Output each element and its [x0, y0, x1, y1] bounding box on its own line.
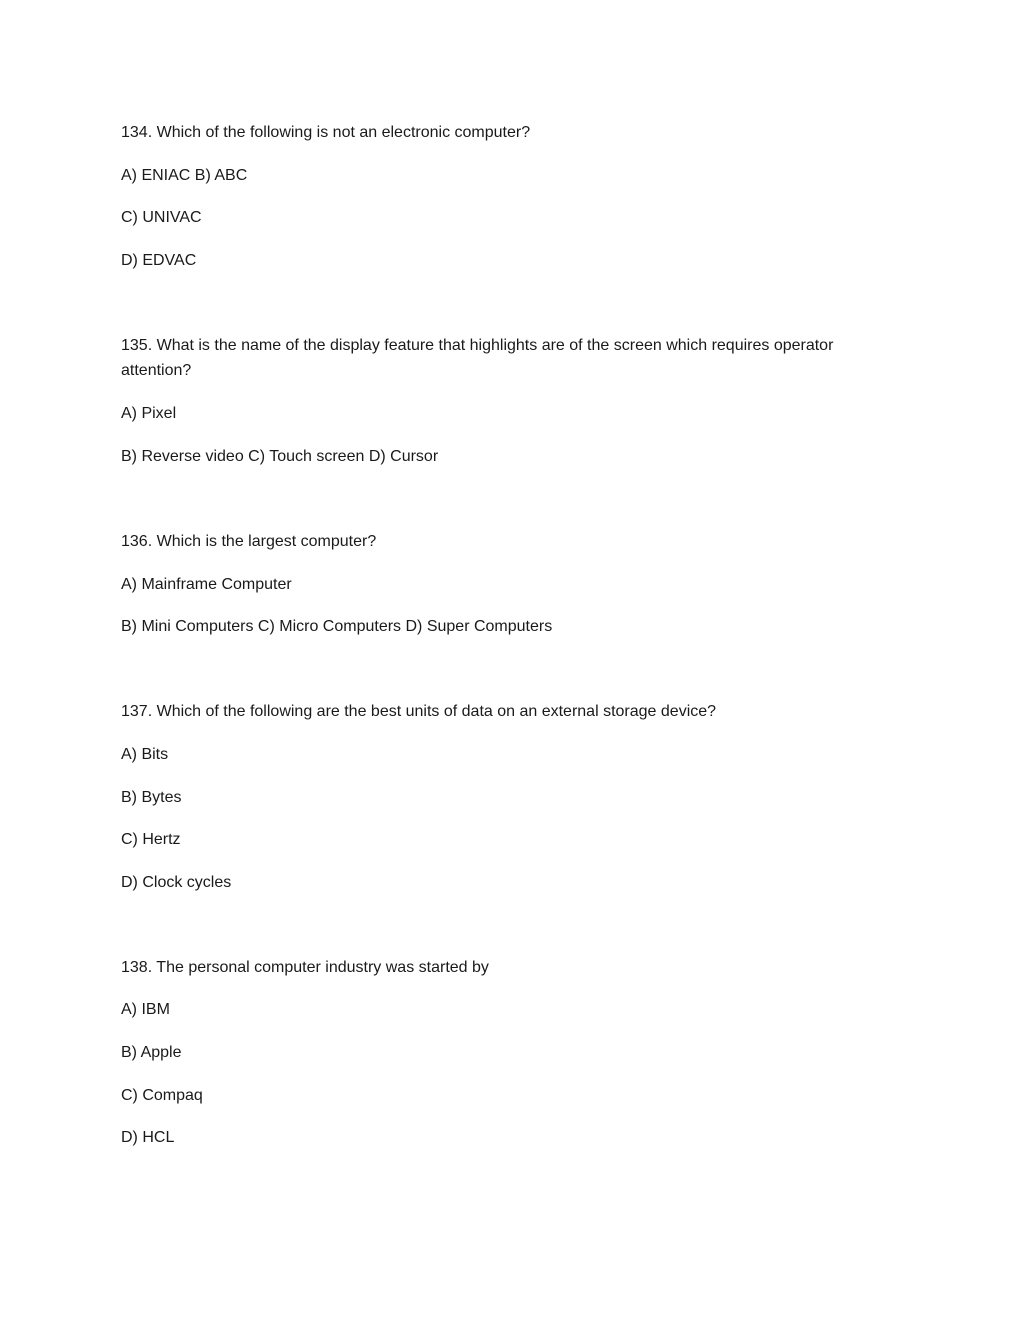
question-136-option-line-2: B) Mini Computers C) Micro Computers D) Super Computers — [121, 618, 553, 635]
question-134-option-line-3: D) EDVAC — [121, 252, 197, 269]
question-135-text: 135. What is the name of the display feature that highlights are of the screen which requires operator attention? — [121, 337, 834, 379]
question-136-option-line-1: A) Mainframe Computer — [121, 576, 292, 593]
question-138-option-line-1: A) IBM — [121, 1001, 170, 1018]
question-138-option-line-4: D) HCL — [121, 1129, 175, 1146]
question-137-text: 137. Which of the following are the best units of data on an external storage device? — [121, 703, 717, 720]
question-134-option-line-1: A) ENIAC B) ABC — [121, 167, 248, 184]
question-137-option-line-1: A) Bits — [121, 746, 169, 763]
question-137-option-line-2: B) Bytes — [121, 789, 182, 806]
question-135-option-line-1: A) Pixel — [121, 405, 177, 422]
question-138-option-line-3: C) Compaq — [121, 1087, 203, 1104]
question-134-text: 134. Which of the following is not an electronic computer? — [121, 124, 531, 141]
question-137-option-line-4: D) Clock cycles — [121, 874, 232, 891]
question-134-option-line-2: C) UNIVAC — [121, 209, 202, 226]
question-135-option-line-2: B) Reverse video C) Touch screen D) Cursor — [121, 448, 439, 465]
question-137-option-line-3: C) Hertz — [121, 831, 181, 848]
question-136-text: 136. Which is the largest computer? — [121, 533, 377, 550]
question-138-option-line-2: B) Apple — [121, 1044, 182, 1061]
question-138-text: 138. The personal computer industry was started by — [121, 959, 489, 976]
